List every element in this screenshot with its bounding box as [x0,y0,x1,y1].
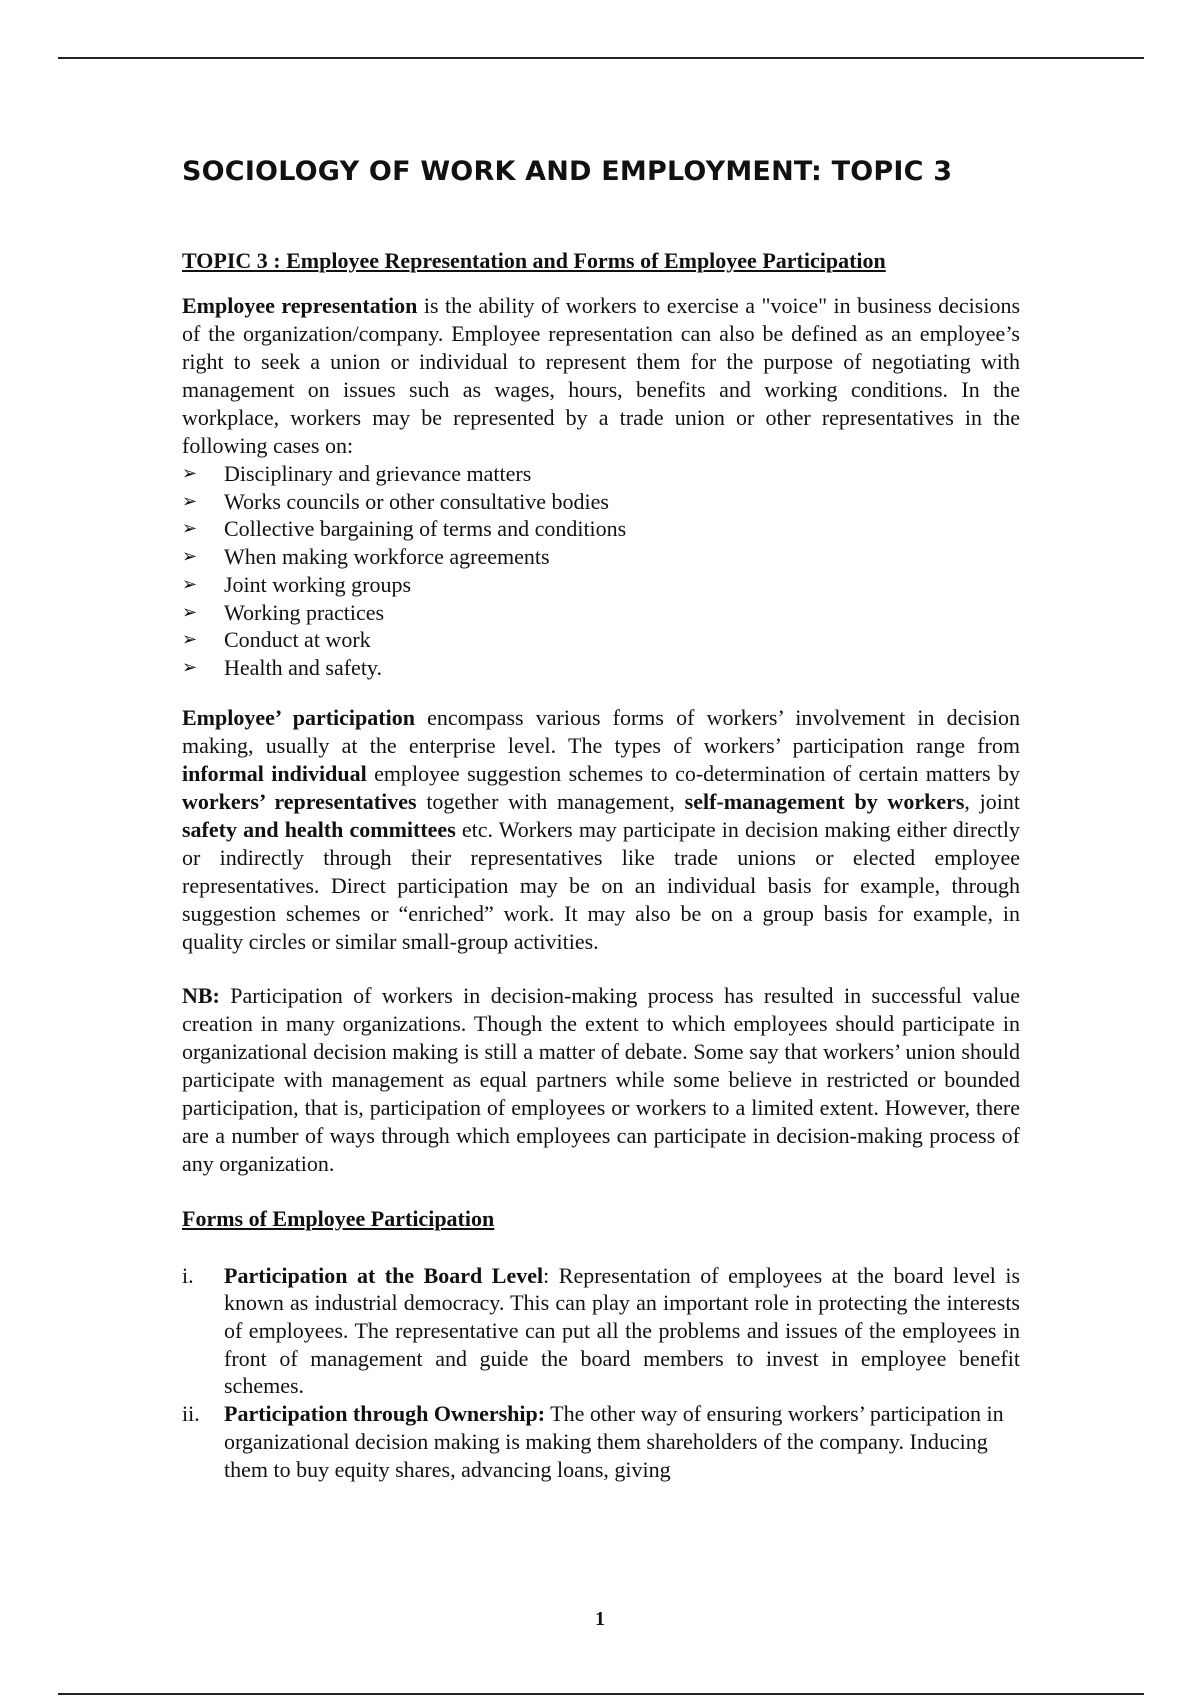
list-item-text: Joint working groups [224,571,411,597]
top-rule [58,57,1144,59]
list-item-text: Working practices [224,599,385,625]
list-item [182,1262,1020,1401]
arrowhead-bullet-icon: ➢ [182,629,198,651]
list-number: ii. [182,1401,200,1427]
arrowhead-bullet-icon: ➢ [182,573,198,595]
nb-label: NB: [182,982,220,1008]
document-title: SOCIOLOGY OF WORK AND EMPLOYMENT: TOPIC 3 [182,156,953,187]
paragraph-text: etc. Workers may participate in decision making either directly or indirectly through their representatives like trade unions or elected employee representatives. Direct participation may be on an individual basis for example, through suggestion schemes or “enriched” work. It may also be on a group basis for example, in quality circles or similar small-group activities. [182,816,1020,954]
paragraph-text: encompass various forms of workers’ involvement in decision making, usually at the enterprise level. The types of workers’ participation range from [182,704,1020,758]
arrowhead-bullet-icon: ➢ [182,463,198,484]
arrowhead-bullet-icon: ➢ [182,546,198,568]
paragraph-employee-participation [182,704,1020,956]
representation-cases-list [182,460,1020,682]
form-text: : Representation of employees at the board level is known as industrial democracy. This can play an important role in protecting the interests of employees. The representative can put all the problems and issues of the employees in front of management and guide the board members to invest in employee benefit schemes. [224,1262,1021,1399]
list-item-text: When making workforce agreements [224,544,550,570]
list-item [182,571,1020,599]
list-item-text: Works councils or other consultative bodies [224,488,609,514]
list-item [182,654,1020,682]
list-item [182,599,1020,627]
forms-heading: Forms of Employee Participation [182,1205,495,1231]
bottom-rule [58,1693,1144,1695]
paragraph-employee-representation [182,292,1020,460]
term-employee-representation: Employee representation [182,293,418,318]
list-item-text: Collective bargaining of terms and conditions [224,516,627,542]
arrowhead-bullet-icon: ➢ [182,656,198,678]
list-item [182,626,1020,654]
paragraph-text: , joint [964,788,1021,814]
bold-phrase: workers’ representatives [182,788,417,814]
list-item [182,1400,1020,1483]
list-number: i. [182,1262,194,1288]
paragraph-nb [182,982,1020,1178]
forms-list [182,1262,1020,1484]
list-item-text: Health and safety. [224,654,383,680]
paragraph-text: together with management, [416,788,685,814]
term-employee-participation: Employee’ participation [182,704,415,730]
arrowhead-bullet-icon: ➢ [182,518,198,540]
list-item [182,543,1020,571]
form-title: Participation through Ownership: [224,1401,546,1427]
arrowhead-bullet-icon: ➢ [182,490,198,512]
form-text: The other way of ensuring workers’ participation in organizational decision making is making them shareholders of the company. Inducing them to buy equity shares, advancing loans, giving [224,1401,1004,1482]
page-number: 1 [595,1608,605,1630]
list-item-text: Disciplinary and grievance matters [224,461,532,486]
list-item [182,488,1020,516]
list-item-text: Conduct at work [224,627,371,653]
arrowhead-bullet-icon: ➢ [182,601,198,623]
bold-phrase: self-management by workers [684,788,965,814]
topic-heading: TOPIC 3 : Employee Representation and Forms of Employee Participation [182,248,886,273]
bold-phrase: safety and health committees [182,816,456,842]
paragraph-text: is the ability of workers to exercise a "voice" in business decisions of the organization/company. Employee representation can also be defined as an employee’s right to seek a union or individual to represent them for the purpose of negotiating with management on issues such as wages, hours, benefits and working conditions. In the workplace, workers may be represented by a trade union or other representatives in the following cases on: [182,293,1021,458]
page-content [182,150,1020,1483]
paragraph-text: Participation of workers in decision-making process has resulted in successful value creation in many organizations. Though the extent to which employees should participate in organizational decision making is still a matter of debate. Some say that workers’ union should participate with management as equal partners while some believe in restricted or bounded participation, that is, participation of employees or workers to a limited extent. However, there are a number of ways through which employees can participate in decision-making process of any organization. [182,982,1020,1176]
list-item [182,515,1020,543]
list-item [182,460,1020,488]
bold-phrase: informal individual [182,760,367,786]
form-title: Participation at the Board Level [224,1262,544,1288]
paragraph-text: employee suggestion schemes to co-determination of certain matters by [366,760,1020,786]
